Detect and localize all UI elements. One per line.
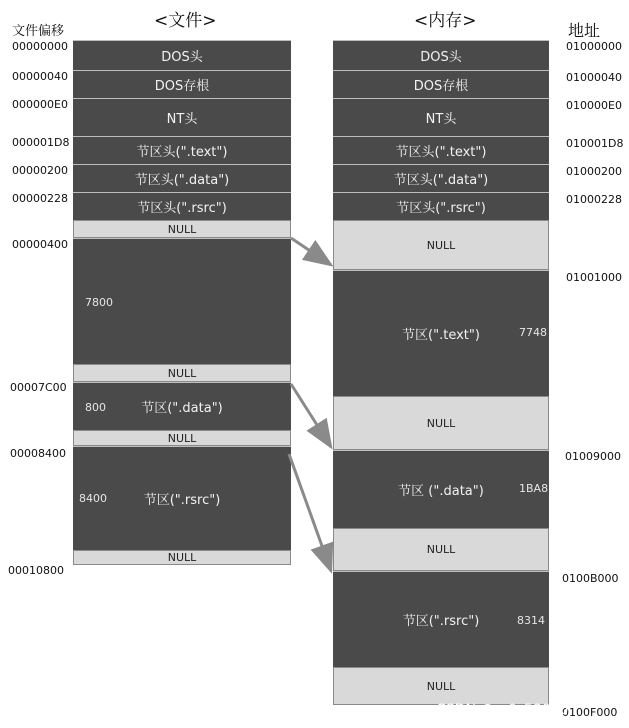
file-null-padding-4: NULL (73, 550, 291, 565)
mem-null-padding-3: NULL (333, 528, 549, 571)
file-offset-label: 00007C00 (10, 381, 67, 394)
mem-section-header-rsrc: 节区头(".rsrc") (333, 192, 549, 220)
mem-address-label: 01001000 (566, 271, 622, 284)
file-data-size: 800 (85, 401, 106, 414)
csdn-watermark: CSDN @m0_58030 (436, 702, 569, 718)
file-offset-label: 000000E0 (12, 98, 68, 111)
data-section-mapping-arrow (291, 384, 331, 447)
file-offset-label: 00000000 (12, 40, 68, 53)
address-header: 地址 (568, 21, 601, 40)
file-null-padding-2: NULL (73, 364, 291, 382)
file-null-padding-1: NULL (73, 220, 291, 238)
mem-rsrc-section-block: 节区(".rsrc") (333, 571, 549, 667)
mem-text-section-block: 节区(".text") (333, 270, 549, 396)
file-text-size: 7800 (85, 296, 113, 309)
file-rsrc-size: 8400 (79, 492, 107, 505)
file-section-header-data: 节区头(".data") (73, 164, 291, 192)
mem-rsrc-size: 8314 (517, 614, 545, 627)
file-offset-label: 00000400 (12, 238, 68, 251)
file-offset-header: 文件偏移 (12, 24, 65, 39)
memory-column-title: <内存> (414, 11, 477, 31)
file-dos-stub-block: DOS存根 (73, 70, 291, 98)
mem-nt-header-block: NT头 (333, 98, 549, 136)
file-offset-label: 00000228 (12, 192, 68, 205)
rsrc-section-mapping-arrow (289, 454, 331, 571)
mem-text-size: 7748 (519, 326, 547, 339)
file-offset-label: 000001D8 (12, 136, 70, 149)
mem-address-label: 01000040 (566, 71, 622, 84)
mem-dos-header-block: DOS头 (333, 40, 549, 70)
mem-address-label: 01000200 (566, 165, 622, 178)
file-data-section-block: 节区(".data") (73, 382, 291, 430)
file-offset-label: 00010800 (8, 564, 64, 577)
mem-data-section-block: 节区 (".data") (333, 450, 549, 528)
mem-null-padding-4: NULL (333, 667, 549, 705)
file-section-header-text: 节区头(".text") (73, 136, 291, 164)
file-null-padding-3: NULL (73, 430, 291, 446)
mem-address-label: 0100B000 (562, 572, 619, 585)
mem-address-label: 01000228 (566, 193, 622, 206)
mem-address-label: 01000000 (566, 40, 622, 53)
mem-section-header-data: 节区头(".data") (333, 164, 549, 192)
mem-dos-stub-block: DOS存根 (333, 70, 549, 98)
mem-data-size: 1BA8 (519, 482, 549, 495)
file-section-header-rsrc: 节区头(".rsrc") (73, 192, 291, 220)
file-offset-label: 00008400 (10, 447, 66, 460)
mem-null-padding-1: NULL (333, 220, 549, 270)
mem-null-padding-2: NULL (333, 396, 549, 450)
mem-section-header-text: 节区头(".text") (333, 136, 549, 164)
file-nt-header-block: NT头 (73, 98, 291, 136)
mem-address-label: 01009000 (565, 450, 621, 463)
mem-address-label: 010000E0 (566, 99, 622, 112)
file-offset-label: 00000200 (12, 164, 68, 177)
file-rsrc-section-block: 节区(".rsrc") (73, 446, 291, 550)
text-section-mapping-arrow (291, 238, 331, 265)
file-offset-label: 00000040 (12, 70, 68, 83)
file-dos-header-block: DOS头 (73, 40, 291, 70)
file-column-title: <文件> (154, 11, 217, 31)
mem-address-label: 010001D8 (566, 137, 624, 150)
mem-address-label: 0100F000 (562, 706, 618, 719)
